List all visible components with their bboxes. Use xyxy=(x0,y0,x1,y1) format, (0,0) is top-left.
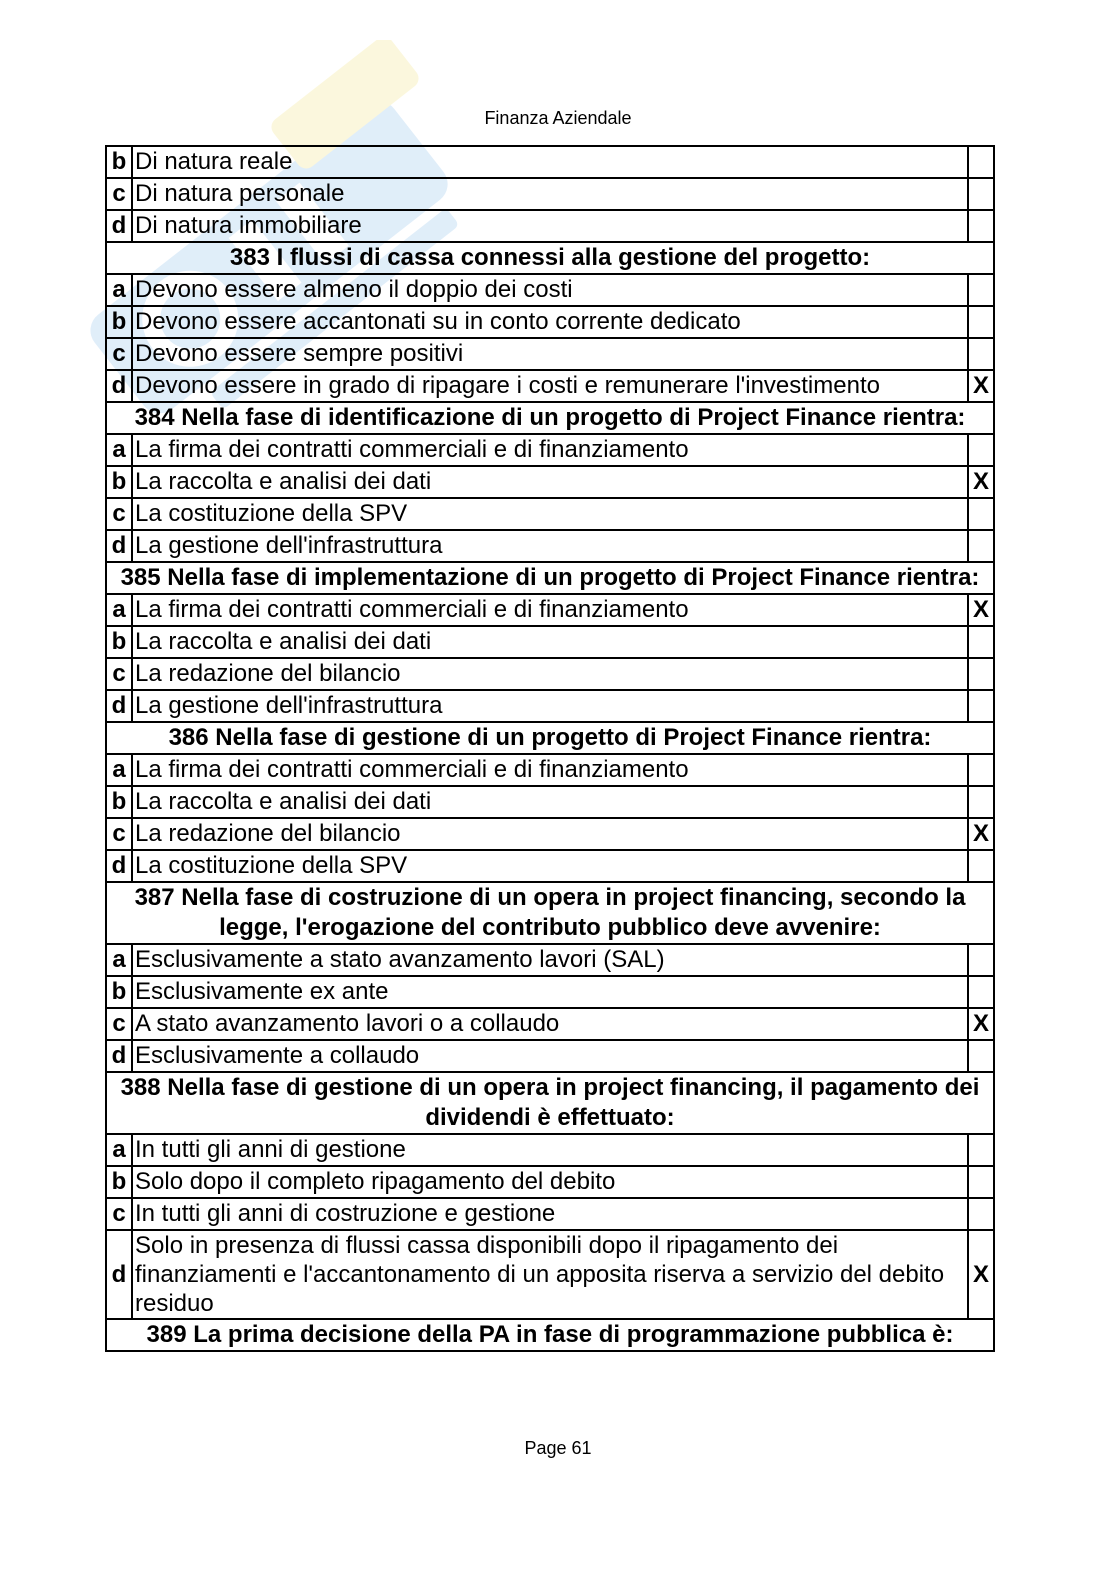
answer-letter: a xyxy=(106,944,132,976)
answer-letter: c xyxy=(106,1008,132,1040)
correct-answer-mark xyxy=(968,274,994,306)
answer-text: Devono essere accantonati su in conto corrente dedicato xyxy=(132,306,968,338)
answer-text: In tutti gli anni di costruzione e gestione xyxy=(132,1198,968,1230)
answer-row xyxy=(106,754,994,786)
answer-row xyxy=(106,1134,994,1166)
answer-text: La raccolta e analisi dei dati xyxy=(132,786,968,818)
answer-letter: c xyxy=(106,1198,132,1230)
answer-letter: c xyxy=(106,818,132,850)
correct-answer-mark xyxy=(968,658,994,690)
answer-row xyxy=(106,1040,994,1072)
answer-row xyxy=(106,178,994,210)
answer-row xyxy=(106,1008,994,1040)
correct-answer-mark xyxy=(968,178,994,210)
answer-text: La costituzione della SPV xyxy=(132,498,968,530)
question-row xyxy=(106,1072,994,1134)
answer-text: La gestione dell'infrastruttura xyxy=(132,530,968,562)
correct-answer-mark xyxy=(968,1134,994,1166)
correct-answer-mark xyxy=(968,626,994,658)
answer-row xyxy=(106,818,994,850)
correct-answer-mark xyxy=(968,210,994,242)
answer-letter: b xyxy=(106,1166,132,1198)
answer-letter: c xyxy=(106,338,132,370)
correct-answer-mark xyxy=(968,498,994,530)
answer-text: La firma dei contratti commerciali e di finanziamento xyxy=(132,754,968,786)
quiz-table-body xyxy=(106,146,994,1351)
correct-answer-mark xyxy=(968,1166,994,1198)
answer-row xyxy=(106,306,994,338)
answer-row xyxy=(106,1198,994,1230)
correct-answer-mark xyxy=(968,690,994,722)
question-row xyxy=(106,722,994,754)
answer-row xyxy=(106,370,994,402)
correct-answer-mark xyxy=(968,434,994,466)
answer-text: La gestione dell'infrastruttura xyxy=(132,690,968,722)
answer-row xyxy=(106,594,994,626)
answer-text: La raccolta e analisi dei dati xyxy=(132,466,968,498)
correct-answer-mark xyxy=(968,786,994,818)
answer-letter: b xyxy=(106,146,132,178)
answer-row xyxy=(106,1230,994,1319)
correct-answer-mark xyxy=(968,530,994,562)
page-number: Page 61 xyxy=(524,1438,592,1458)
correct-answer-mark: X xyxy=(968,818,994,850)
answer-letter: d xyxy=(106,690,132,722)
answer-text: La firma dei contratti commerciali e di finanziamento xyxy=(132,594,968,626)
correct-answer-mark xyxy=(968,146,994,178)
correct-answer-mark xyxy=(968,754,994,786)
page-header-title: Finanza Aziendale xyxy=(484,108,632,128)
correct-answer-mark: X xyxy=(968,1008,994,1040)
question-text: 386 Nella fase di gestione di un progetto di Project Finance rientra: xyxy=(106,722,994,754)
answer-letter: b xyxy=(106,626,132,658)
answer-text: La costituzione della SPV xyxy=(132,850,968,882)
question-text: 387 Nella fase di costruzione di un opera in project financing, secondo la legge, l'erogazione del contributo pubblico deve avvenire: xyxy=(106,882,994,944)
answer-text: La raccolta e analisi dei dati xyxy=(132,626,968,658)
answer-text: Esclusivamente a collaudo xyxy=(132,1040,968,1072)
correct-answer-mark xyxy=(968,976,994,1008)
correct-answer-mark xyxy=(968,944,994,976)
answer-row xyxy=(106,658,994,690)
answer-row xyxy=(106,1166,994,1198)
answer-row xyxy=(106,434,994,466)
answer-row xyxy=(106,274,994,306)
answer-letter: a xyxy=(106,274,132,306)
answer-text: Esclusivamente a stato avanzamento lavori (SAL) xyxy=(132,944,968,976)
answer-letter: a xyxy=(106,594,132,626)
question-row xyxy=(106,242,994,274)
correct-answer-mark xyxy=(968,338,994,370)
answer-row xyxy=(106,850,994,882)
answer-text: Solo dopo il completo ripagamento del debito xyxy=(132,1166,968,1198)
correct-answer-mark: X xyxy=(968,594,994,626)
answer-letter: b xyxy=(106,466,132,498)
question-text: 383 I flussi di cassa connessi alla gestione del progetto: xyxy=(106,242,994,274)
answer-row xyxy=(106,626,994,658)
answer-letter: c xyxy=(106,658,132,690)
answer-row xyxy=(106,466,994,498)
answer-letter: a xyxy=(106,1134,132,1166)
answer-letter: a xyxy=(106,434,132,466)
answer-row xyxy=(106,146,994,178)
correct-answer-mark: X xyxy=(968,466,994,498)
answer-text: Solo in presenza di flussi cassa disponibili dopo il ripagamento dei finanziamenti e l'accantonamento di un apposita riserva a servizio del debito residuo xyxy=(132,1230,968,1319)
answer-row xyxy=(106,210,994,242)
question-text: 388 Nella fase di gestione di un opera in project financing, il pagamento dei dividendi è effettuato: xyxy=(106,1072,994,1134)
answer-letter: b xyxy=(106,976,132,1008)
answer-row xyxy=(106,786,994,818)
answer-letter: d xyxy=(106,210,132,242)
correct-answer-mark xyxy=(968,850,994,882)
answer-letter: c xyxy=(106,498,132,530)
question-text: 385 Nella fase di implementazione di un progetto di Project Finance rientra: xyxy=(106,562,994,594)
answer-text: Devono essere sempre positivi xyxy=(132,338,968,370)
answer-letter: d xyxy=(106,370,132,402)
answer-row xyxy=(106,944,994,976)
question-text: 384 Nella fase di identificazione di un progetto di Project Finance rientra: xyxy=(106,402,994,434)
answer-letter: b xyxy=(106,306,132,338)
question-row xyxy=(106,1319,994,1351)
answer-row xyxy=(106,338,994,370)
answer-letter: d xyxy=(106,850,132,882)
answer-text: La redazione del bilancio xyxy=(132,818,968,850)
answer-letter: b xyxy=(106,786,132,818)
answer-text: La firma dei contratti commerciali e di finanziamento xyxy=(132,434,968,466)
question-row xyxy=(106,562,994,594)
quiz-table xyxy=(105,145,995,1352)
correct-answer-mark xyxy=(968,1040,994,1072)
correct-answer-mark: X xyxy=(968,370,994,402)
answer-text: A stato avanzamento lavori o a collaudo xyxy=(132,1008,968,1040)
answer-letter: d xyxy=(106,1230,132,1319)
correct-answer-mark xyxy=(968,306,994,338)
question-row xyxy=(106,402,994,434)
answer-letter: c xyxy=(106,178,132,210)
answer-text: Di natura reale xyxy=(132,146,968,178)
answer-text: La redazione del bilancio xyxy=(132,658,968,690)
answer-text: Esclusivamente ex ante xyxy=(132,976,968,1008)
correct-answer-mark: X xyxy=(968,1230,994,1319)
question-text: 389 La prima decisione della PA in fase di programmazione pubblica è: xyxy=(106,1319,994,1351)
answer-letter: d xyxy=(106,1040,132,1072)
answer-text: In tutti gli anni di gestione xyxy=(132,1134,968,1166)
answer-text: Di natura personale xyxy=(132,178,968,210)
correct-answer-mark xyxy=(968,1198,994,1230)
answer-row xyxy=(106,530,994,562)
answer-letter: a xyxy=(106,754,132,786)
answer-letter: d xyxy=(106,530,132,562)
answer-text: Di natura immobiliare xyxy=(132,210,968,242)
answer-row xyxy=(106,976,994,1008)
answer-text: Devono essere almeno il doppio dei costi xyxy=(132,274,968,306)
answer-row xyxy=(106,498,994,530)
question-row xyxy=(106,882,994,944)
answer-row xyxy=(106,690,994,722)
answer-text: Devono essere in grado di ripagare i costi e remunerare l'investimento xyxy=(132,370,968,402)
